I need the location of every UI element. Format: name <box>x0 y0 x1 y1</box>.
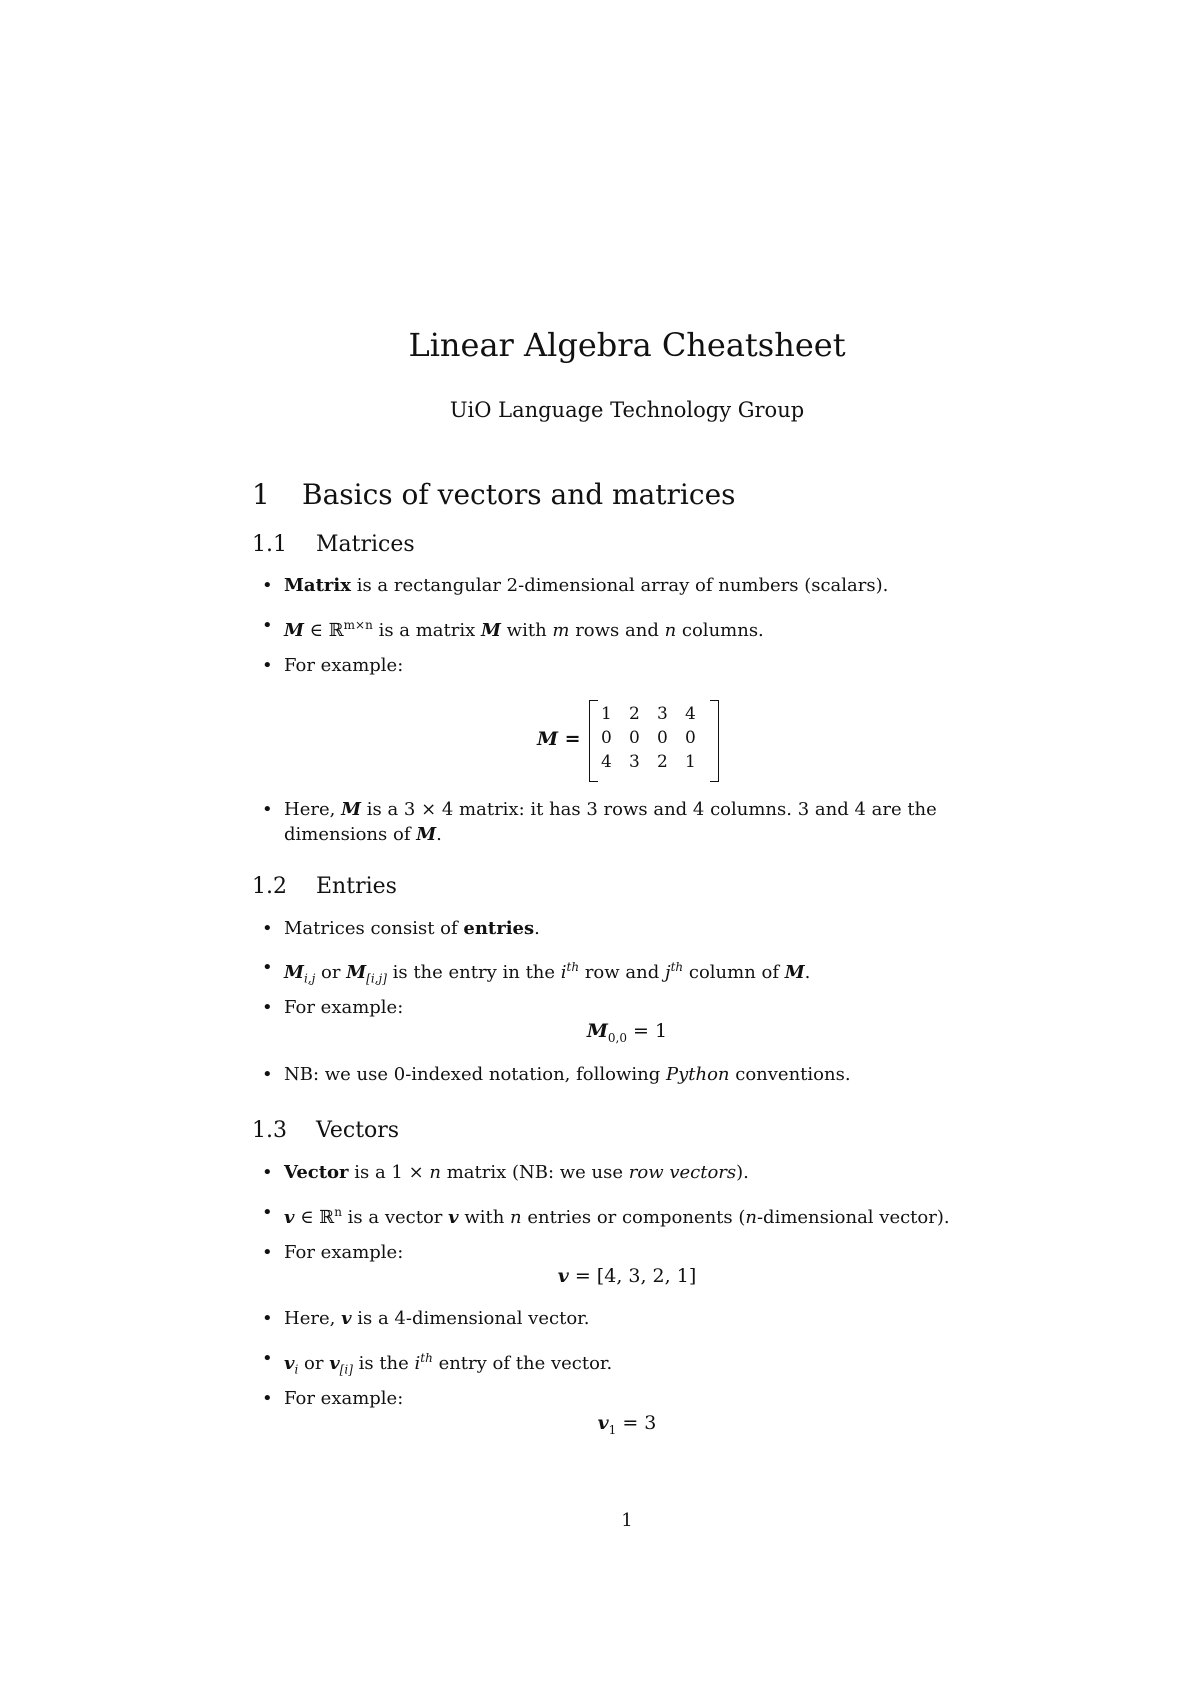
superscript: th <box>420 1351 433 1365</box>
math-symbol: M <box>284 620 304 641</box>
section-heading-1 <box>252 478 736 511</box>
matrix-row <box>601 728 713 748</box>
math-symbol: n <box>745 1207 757 1228</box>
math-symbol: v <box>341 1308 352 1329</box>
math-symbol: i <box>414 1353 421 1374</box>
list-item <box>284 1346 984 1383</box>
term: entries <box>463 918 535 939</box>
math-symbol: v <box>284 1207 295 1228</box>
document-title: Linear Algebra Cheatsheet <box>408 326 846 364</box>
emphasis: Python <box>665 1064 730 1085</box>
text: conventions. <box>729 1064 851 1085</box>
matrix-equation <box>537 700 737 784</box>
text: entry of the vector. <box>432 1353 613 1374</box>
math-symbol: M <box>416 824 437 845</box>
math-symbol: v <box>448 1207 459 1228</box>
list-item <box>284 1306 984 1331</box>
term: Matrix <box>284 575 351 596</box>
math-symbol: M <box>284 962 304 983</box>
text: is a matrix <box>372 620 482 641</box>
text: . <box>436 824 442 845</box>
math-symbol: i <box>560 962 567 983</box>
subsection-number: 1.3 <box>252 1118 287 1143</box>
text: is a vector <box>341 1207 449 1228</box>
text: NB: we use 0-indexed notation, following <box>284 1064 666 1085</box>
text: ). <box>736 1162 749 1183</box>
text: Here, <box>284 1308 342 1329</box>
list-item <box>284 955 984 992</box>
text: . <box>804 962 811 983</box>
list-item <box>284 797 984 847</box>
matrix-cell: 1 <box>601 704 612 724</box>
text: is a 4-dimensional vector. <box>351 1308 590 1329</box>
text: ∈ ℝ <box>303 620 344 641</box>
subsection-title: Entries <box>316 874 397 899</box>
matrix-cell: 0 <box>657 728 668 748</box>
matrix-cell: 2 <box>629 704 640 724</box>
math-symbol: n <box>429 1162 441 1183</box>
list-item <box>284 1200 1004 1230</box>
text: is the <box>352 1353 415 1374</box>
matrix-row <box>601 752 713 772</box>
math-symbol: v <box>597 1412 609 1434</box>
subscript: 1 <box>608 1422 617 1437</box>
text: For example: <box>284 997 404 1018</box>
subscript: [i] <box>339 1362 353 1377</box>
term: Vector <box>284 1162 349 1183</box>
display-equation <box>0 1412 1200 1437</box>
text: matrix (NB: we use <box>441 1162 629 1183</box>
superscript: n <box>334 1205 342 1219</box>
text: For example: <box>284 655 404 676</box>
matrix-cell: 0 <box>629 728 640 748</box>
subscript: [i,j] <box>366 971 387 986</box>
subsection-heading-1-3 <box>252 1118 399 1143</box>
matrix-cell: 0 <box>601 728 612 748</box>
list-item <box>284 1386 984 1411</box>
text: column of <box>683 962 785 983</box>
math-symbol: v <box>329 1353 340 1374</box>
text: with <box>500 620 553 641</box>
matrix-cell: 1 <box>685 752 696 772</box>
math-symbol: v <box>557 1265 569 1287</box>
matrix-row <box>601 704 713 724</box>
matrix-cell: 0 <box>685 728 696 748</box>
text: = [4, 3, 2, 1] <box>568 1265 697 1287</box>
list-item <box>284 995 984 1020</box>
matrix-cell: 4 <box>601 752 612 772</box>
math-symbol: v <box>284 1353 295 1374</box>
text: For example: <box>284 1388 404 1409</box>
list-item <box>284 1160 984 1185</box>
subsection-heading-1-1 <box>252 532 415 557</box>
text: For example: <box>284 1242 404 1263</box>
superscript: th <box>566 960 580 974</box>
text: is a rectangular 2-dimensional array of numbers (scalars). <box>350 575 889 596</box>
text: Matrices consist of <box>284 918 464 939</box>
text: ∈ ℝ <box>294 1207 335 1228</box>
document-author: UiO Language Technology Group <box>449 398 805 422</box>
display-equation <box>0 1020 1200 1045</box>
text: is a 3 × 4 matrix: it has 3 rows and 4 columns. 3 and 4 are the dimensions of <box>284 799 937 845</box>
text: = 3 <box>616 1412 657 1434</box>
page-number: 1 <box>621 1510 633 1531</box>
math-symbol: M <box>346 962 367 983</box>
math-symbol: M <box>784 962 805 983</box>
matrix-cell: 3 <box>629 752 640 772</box>
subsection-title: Matrices <box>316 532 415 557</box>
right-bracket <box>710 700 719 782</box>
text: . <box>534 918 540 939</box>
text: or <box>315 962 347 983</box>
math-symbol: m <box>552 620 570 641</box>
text: is the entry in the <box>386 962 561 983</box>
matrix-lhs: M = <box>537 728 581 750</box>
list-item <box>284 1240 984 1265</box>
superscript: th <box>670 960 684 974</box>
subsection-number: 1.2 <box>252 874 287 899</box>
left-bracket <box>589 700 598 782</box>
matrix-cell: 3 <box>657 704 668 724</box>
text: entries or components ( <box>521 1207 746 1228</box>
matrix-cell: 4 <box>685 704 696 724</box>
text: columns. <box>676 620 764 641</box>
text: is a 1 × <box>348 1162 430 1183</box>
text: rows and <box>569 620 665 641</box>
list-item <box>284 573 984 598</box>
subscript: i,j <box>303 971 316 986</box>
matrix-cell: 2 <box>657 752 668 772</box>
text: or <box>298 1353 330 1374</box>
list-item <box>284 1062 984 1087</box>
section-number: 1 <box>252 478 270 511</box>
list-item <box>284 613 984 643</box>
math-symbol: M <box>341 799 361 820</box>
subsection-number: 1.1 <box>252 532 287 557</box>
subscript: 0,0 <box>607 1030 628 1045</box>
subsection-heading-1-2 <box>252 874 397 899</box>
math-symbol: M <box>481 620 501 641</box>
subsection-title: Vectors <box>316 1118 400 1143</box>
list-item <box>284 916 984 941</box>
math-symbol: j <box>664 962 671 983</box>
text: -dimensional vector). <box>756 1207 950 1228</box>
emphasis: row vectors <box>628 1162 737 1183</box>
math-symbol: M <box>586 1020 608 1042</box>
list-item <box>284 653 984 678</box>
math-symbol: n <box>510 1207 522 1228</box>
text: with <box>458 1207 511 1228</box>
text: row and <box>579 962 665 983</box>
superscript: m×n <box>343 618 373 632</box>
text: = 1 <box>627 1020 668 1042</box>
section-title: Basics of vectors and matrices <box>302 478 736 511</box>
subscript: i <box>294 1362 299 1377</box>
math-symbol: n <box>664 620 677 641</box>
display-equation <box>0 1265 1200 1287</box>
text: Here, <box>284 799 342 820</box>
